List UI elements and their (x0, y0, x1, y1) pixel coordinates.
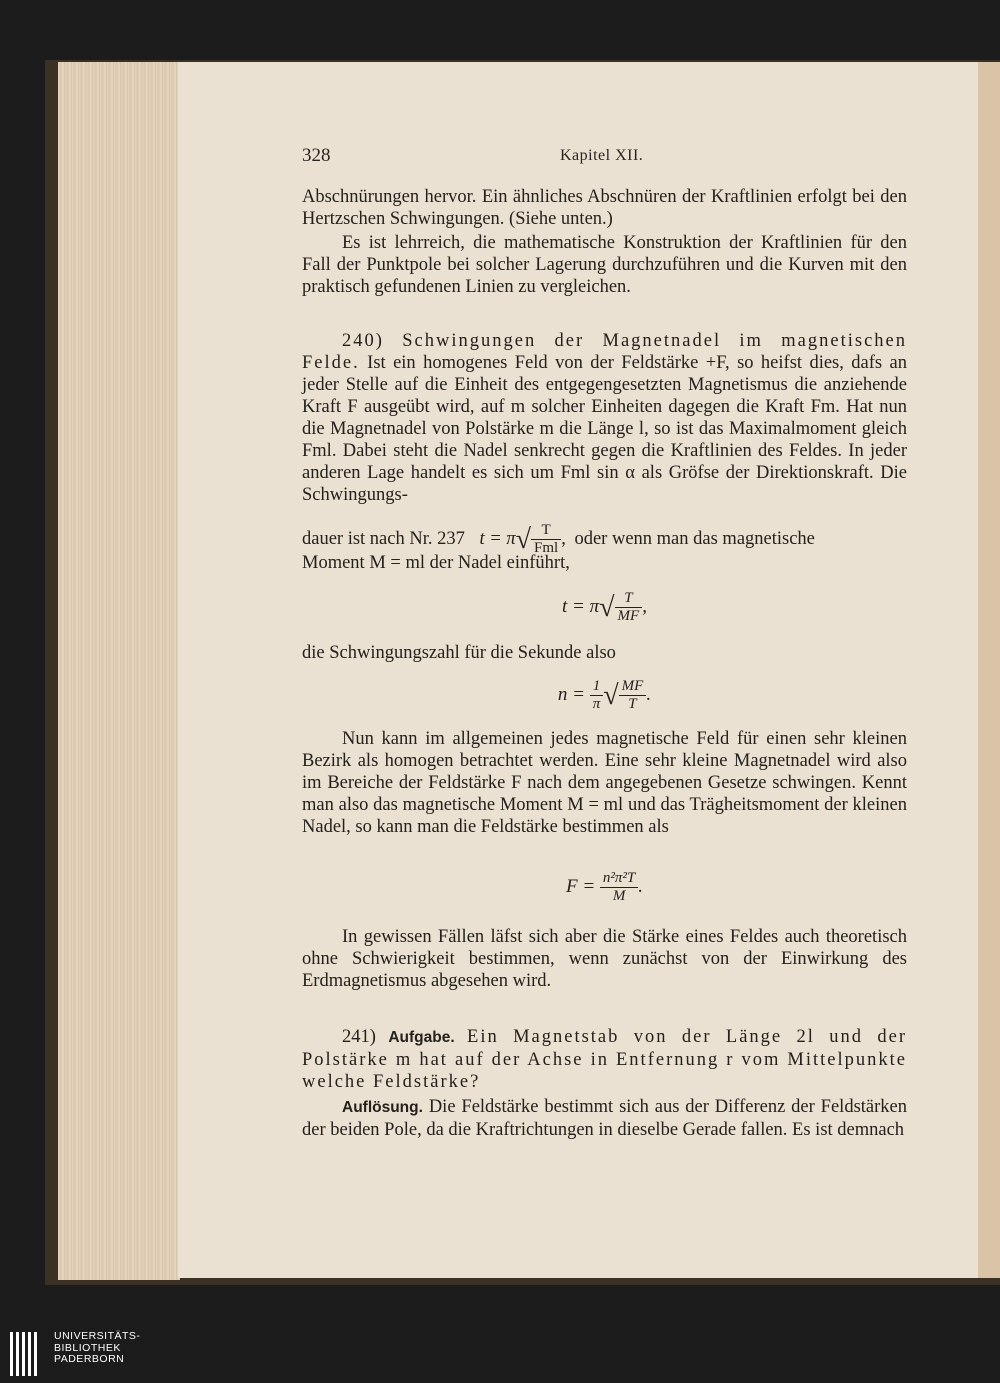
solution-text: Die Feldstärke bestimmt sich aus der Differenz der Feldstärken der beiden Pole, da die Kraftrichtungen in dieselbe Gerade fallen. Es ist demnach (302, 1097, 907, 1140)
formula-3-coefficient (590, 678, 604, 713)
logo-line-3: PADERBORN (54, 1353, 125, 1365)
solution-label: Auflösung. (342, 1099, 423, 1116)
section-241-number: 241) (342, 1027, 376, 1047)
page-edges (58, 62, 180, 1280)
sqrt-sign: √ (603, 679, 619, 711)
section-241-question: Ein Magnetstab von der Länge 2l und der Polstärke m hat auf der Achse in Entfernung r vom Mittelpunkte welche Feldstärke? (302, 1027, 908, 1092)
facing-page-edge (978, 62, 1000, 1278)
formula-1-den: Fml (534, 540, 559, 556)
page-number: 328 (302, 145, 331, 166)
formula-2: t = π√ $\frac{T}{MF}$ , (562, 590, 647, 624)
moment-line: Moment M = ml der Nadel einführt, (302, 553, 570, 573)
library-logo (10, 1330, 210, 1378)
frequency-line: die Schwingungszahl für die Sekunde also (302, 643, 616, 663)
formula-3-num: MF (619, 678, 647, 696)
formula-1-tail: oder wenn man das magnetische (574, 528, 815, 549)
formula-2-fraction (615, 590, 643, 625)
sqrt-sign: √ (599, 591, 615, 623)
formula-1-lead: dauer ist nach Nr. 237 (302, 528, 465, 549)
library-logo-mark (10, 1330, 46, 1378)
formula-line-1: dauer ist nach Nr. 237 t = π√ $\frac{T}{\text{Fml}}$ , oder wenn man das magnetische (302, 522, 815, 556)
paragraph-2: Es ist lehrreich, die mathematische Konstruktion der Kraftlinien für den Fall der Punktpole bei solcher Lagerung durchzuführen und die Kurven mit den praktisch gefundenen Linien zu vergleichen. (302, 233, 907, 297)
running-head (302, 145, 907, 171)
formula-2-num: T (615, 590, 643, 608)
formula-4-lhs: F = (565, 875, 596, 897)
section-241 (302, 1026, 907, 1093)
sqrt-sign: √ (515, 523, 532, 555)
paragraph-earth: In gewissen Fällen läfst sich aber die Stärke eines Feldes auch theoretisch ohne Schwierigkeit bestimmen, wenn zunächst von der Einwirkung des Erdmagnetismus abgesehen wird. (302, 927, 907, 991)
library-logo-text (54, 1331, 140, 1366)
formula-4: F = $\frac{\text{n²π²T}}{M}$ . (565, 870, 644, 904)
formula-4-fraction (600, 870, 638, 905)
formula-3-lhs: n = (557, 683, 585, 705)
paragraph-field: Nun kann im allgemeinen jedes magnetische Feld für einen sehr kleinen Bezirk als homogen betrachtet werden. Eine sehr kleine Magnetnadel wird also im Bereiche der Feldstärke F nach dem angegebenen Gesetze schwingen. Kennt man also das magnetische Moment M = ml und das Trägheitsmoment der kleinen Nadel, so kann man die Feldstärke bestimmen als (302, 729, 907, 837)
formula-1-num: T (531, 522, 561, 540)
formula-2-lhs: t = π (562, 595, 600, 617)
logo-line-2: BIBLIOTHEK (54, 1341, 121, 1354)
formula-4-den: M (612, 888, 626, 904)
formula-1-lhs: t = π (479, 528, 516, 549)
paragraph-1: Abschnürungen hervor. Ein ähnliches Abschnüren der Kraftlinien erfolgt bei den Hertzschen Schwingungen. (Siehe unten.) (302, 187, 907, 229)
solution (302, 1096, 907, 1141)
formula-2-den: MF (617, 608, 640, 624)
section-240 (302, 330, 907, 506)
section-241-label: Aufgabe. (388, 1029, 455, 1046)
formula-3-coef-num: 1 (590, 678, 604, 696)
chapter-title: Kapitel XII. (560, 147, 644, 164)
section-240-body: Ist ein homogenes Feld von der Feldstärke +F, so heifst dies, dafs an jeder Stelle auf die Einheit des entgegengesetzten Magnetismus die anziehende Kraft F ausgeübt wird, auf m solcher Einheiten dagegen die Kraft Fm. Hat nun die Magnetnadel von Polstärke m die Länge l, so ist das Maximalmoment gleich Fml. Dabei steht die Nadel senkrecht gegen die Kraftlinien des Feldes. In jeder anderen Lage handelt es sich um Fml sin α als Gröfse der Direktionskraft. Die Schwingungs- (302, 353, 908, 505)
formula-3-den: T (628, 696, 637, 712)
formula-3-fraction (619, 678, 647, 713)
formula-3-coef-den: π (592, 696, 601, 712)
section-240-heading: 240) Schwingungen der Magnetnadel im magnetischen Felde. (302, 331, 907, 373)
formula-3: n = $\frac{1}{\pi}$ √ $\frac{MF}{T}$ . (557, 678, 652, 712)
formula-4-num: n²π²T (600, 870, 638, 888)
logo-line-1: UNIVERSITÄTS- (54, 1330, 141, 1342)
